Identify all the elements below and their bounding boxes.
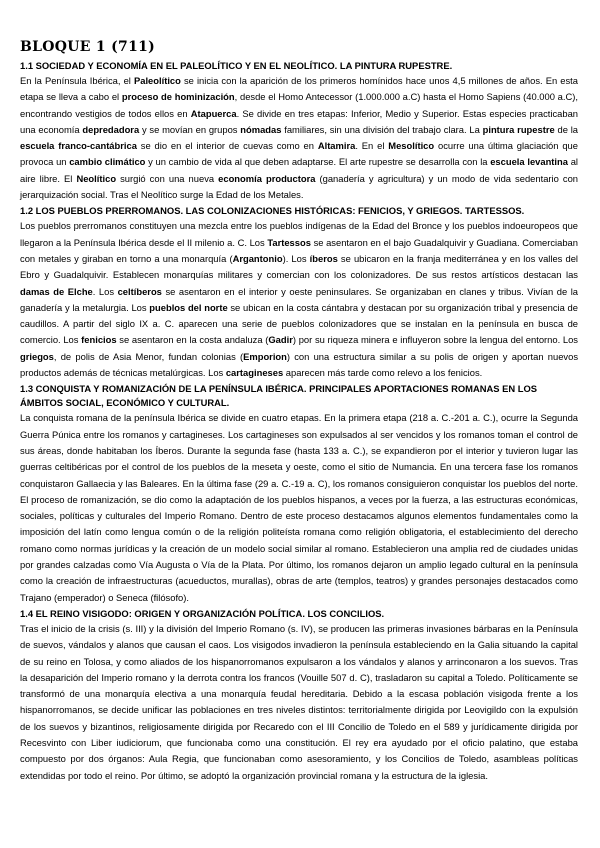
bold-term: celtíberos <box>117 285 162 297</box>
text-run: ) con una estructura similar a su polis de origen y aportan nuevos productos además de técnicas metalúrgicas. Los <box>20 350 579 379</box>
text-run: se ubicaron en la franja mediterránea y en los valles del Ebro y Guadalquivir. Establecen monarquías militares y comercian con los colonizadores. De sus restos artísticos destacan las <box>20 252 578 281</box>
text-run: , desde el Homo Antecessor (1.000.000 a.C) hasta el Homo Sapiens (40.000 a.C), encontrando vestigios de todos ellos en <box>20 91 578 119</box>
bold-term: Emporion <box>243 350 287 362</box>
text-run: . Se divide en tres etapas: Inferior, Medio y Superior. Estas especies practicaban una economía <box>20 107 578 135</box>
text-run: ) por su riqueza minera e influyeron sobre la lengua del entorno. Los <box>292 334 578 346</box>
text-run: Los pueblos prerromanos constituyen una mezcla entre los pueblos indígenas de la Edad del Bronce y los pueblos indoeuropeos que llegaron a la Península Ibérica desde el II milenio a. C. Los <box>20 220 578 248</box>
bold-term: Paleolítico <box>133 75 181 86</box>
block-title: BLOQUE 1 (711) <box>20 39 156 55</box>
text-run: se asentaron en el interior y oeste peninsulares. Se organizaban en clanes y tribus. Vivían de la ganadería y la metalurgia. Los <box>20 285 579 313</box>
text-run: En la Península Ibérica, el <box>20 75 134 86</box>
bold-term: damas de Elche <box>20 285 93 297</box>
section-paragraph <box>20 621 578 784</box>
text-run: ). Los <box>282 252 310 264</box>
text-run: y se movían en grupos <box>139 123 241 135</box>
text-run: aparecen más tarde como relevo a los fenicios. <box>283 367 483 379</box>
bold-term: economía productora <box>218 172 316 184</box>
text-run: . Los <box>92 285 118 297</box>
text-run: , de polis de Asia Menor, fundan colonias ( <box>53 350 244 362</box>
text-run: se inicia con la aparición de los primeros homínidos hace unos 4,5 millones de años. En esta etapa se lleva a cabo el <box>20 75 578 103</box>
text-run: . En el <box>355 140 389 152</box>
bold-term: escuela levantina <box>490 156 568 168</box>
section-paragraph <box>20 218 578 381</box>
bold-term: escuela franco-cantábrica <box>20 140 137 152</box>
bold-term: Mesolítico <box>388 140 435 152</box>
text-run: al aire libre. El <box>20 156 578 184</box>
sections-container <box>20 59 578 784</box>
bold-term: Gadir <box>268 334 293 346</box>
section-heading: 1.2 LOS PUEBLOS PRERROMANOS. LAS COLONIZACIONES HISTÓRICAS: FENICIOS, Y GRIEGOS. TARTESSOS. <box>20 205 525 217</box>
bold-term: Neolítico <box>76 172 117 184</box>
text-run: La conquista romana de la península Ibérica se divide en cuatro etapas. En la primera etapa (218 a. C.-201 a. C.), ocurre la Segunda Guerra Púnica entre los romanos y cartagineses. Los cartagineses son expulsados al ser vencidos y los romanos toman el control de sus áreas, donde habitaban los Íberos. Durante la segunda fase (hasta 133 a. C.), se expandieron por el interior y tuvieron lugar las guerras celtibéricas por el control de los pueblos de la meseta y oeste, como el sitio de Numancia. En una tercera fase los romanos conquistaron Gallaecia y las Baleares. En la última fase (29 a. C.-19 a. C), los romanos consiguieron conquistar los pueblos del norte. El proceso de romanización, se dio como la adaptación de los pueblos hispanos, a veces por la fuerza, a las estructuras económicas, sociales, políticas y culturales del Imperio Romano. Dentro de este proceso destacamos algunos elementos fundamentales como la imposición del latín como lengua común o de la religión politeísta romana como religión obligatoria, el establecimiento del derecho romano como normas jurídicas y la creación de un modelo social similar al romano. Establecieron una amplia red de ciudades unidas por grandes calzadas como Vía Augusta o Vía de la Plata. Por último, los romanos dejaron un amplio legado cultural en la península como la creación de infraestructuras (acueductos, murallas), obras de arte (templos, teatros) y grandes personajes destacados como Trajano (emperador) o Seneca (filósofo). <box>20 412 578 603</box>
text-run: se ubican en la costa cántabra y destacan por su organización tribal y presencia de caudillos. A partir del siglo IX a. C. aparecen una serie de pueblos colonizadores que se instalan en la península en busca de comercio. Los <box>20 301 578 346</box>
section-paragraph <box>20 410 578 606</box>
text-run: de la <box>554 123 578 135</box>
bold-term: pintura rupestre <box>482 123 555 135</box>
bold-term: cambio climático <box>69 156 146 168</box>
bold-term: Argantonio <box>232 252 283 264</box>
bold-term: nómadas <box>240 123 282 135</box>
text-run: surgió con una nueva <box>116 172 219 184</box>
bold-term: griegos <box>20 350 54 362</box>
bold-term: fenicios <box>81 334 117 346</box>
text-run: ocurre una última glaciación que provoca un <box>20 140 578 168</box>
text-run: familiares, sin una división del trabajo clara. La <box>281 123 483 135</box>
bold-term: Altamira <box>317 140 356 152</box>
bold-term: depredadora <box>82 123 140 135</box>
text-run: se asentaron en el bajo Guadalquivir y Guadiana. Comerciaban con metales y giraban en torno a una monarquía ( <box>20 236 578 264</box>
section-heading: 1.1 SOCIEDAD Y ECONOMÍA EN EL PALEOLÍTICO Y EN EL NEOLÍTICO. LA PINTURA RUPESTRE. <box>20 60 453 71</box>
section-heading: 1.4 EL REINO VISIGODO: ORIGEN Y ORGANIZACIÓN POLÍTICA. LOS CONCILIOS. <box>20 607 385 619</box>
text-run: Tras el inicio de la crisis (s. III) y la división del Imperio Romano (s. IV), se producen las primeras invasiones bárbaras en la Península de suevos, vándalos y alanos que causan el caos. Los visigodos invadieron la península estableciendo en la Galia situando la capital de su reino en Tolosa, y como aliados de los hispanorromanos expulsaron a los vándalos y alanos y arrinconaron a los suevos. Tras la desaparición del Imperio romano y la derrota contra los francos (Vouille 507 d. C), trasladaron su capital a Toledo. Políticamente se transformó de una monarquía electiva a una monarquía feudal hereditaria. Debido a la escasa población visigoda frente a los hispanorromanos, se decide unificar las poblaciones en tres niveles distintos: territorialmente dirigida por Leovigildo con la expulsión de los suevos y bizantinos, religiosamente dirigida por Recaredo con el III Concilio de Toledo en el 589 y jurídicamente dirigida por Recesvinto con Liber iudiciorum, que funcionaba como una constitución. El rey era ayudado por el oficio palatino, que estaba compuesto por dos órganos: Aula Regia, que funcionaban como asesoramiento, y los Concilios de Toledo, asambleas políticas extendidas por todo el reino. Por último, se adoptó la organización provincial romana y la estructura de la iglesia. <box>20 622 578 781</box>
text-run: y un cambio de vida al que deben adaptarse. El arte rupestre se desarrolla con la <box>145 156 491 168</box>
bold-term: cartagineses <box>225 367 284 379</box>
bold-term: pueblos del norte <box>149 301 228 313</box>
document-page <box>20 38 578 785</box>
bold-term: íberos <box>309 252 338 264</box>
text-run: se dio en el interior de cuevas como en <box>136 140 318 152</box>
text-run: se asentaron en la costa andaluza ( <box>116 334 269 346</box>
section-paragraph <box>20 73 578 203</box>
bold-term: Tartessos <box>267 236 311 248</box>
bold-term: proceso de hominización <box>121 91 235 103</box>
section-heading: 1.3 CONQUISTA Y ROMANIZACIÓN DE LA PENÍNSULA IBÉRICA. PRINCIPALES APORTACIONES ROMANAS EN LOS ÁMBITOS SOCIAL, ECONÓMICO Y CULTURAL. <box>20 383 538 409</box>
bold-term: Atapuerca <box>190 107 237 119</box>
text-run: (ganadería y agricultura) y un modo de vida sedentario con jerarquización social. Tras el Neolítico surge la Edad de los Metales. <box>20 172 578 201</box>
